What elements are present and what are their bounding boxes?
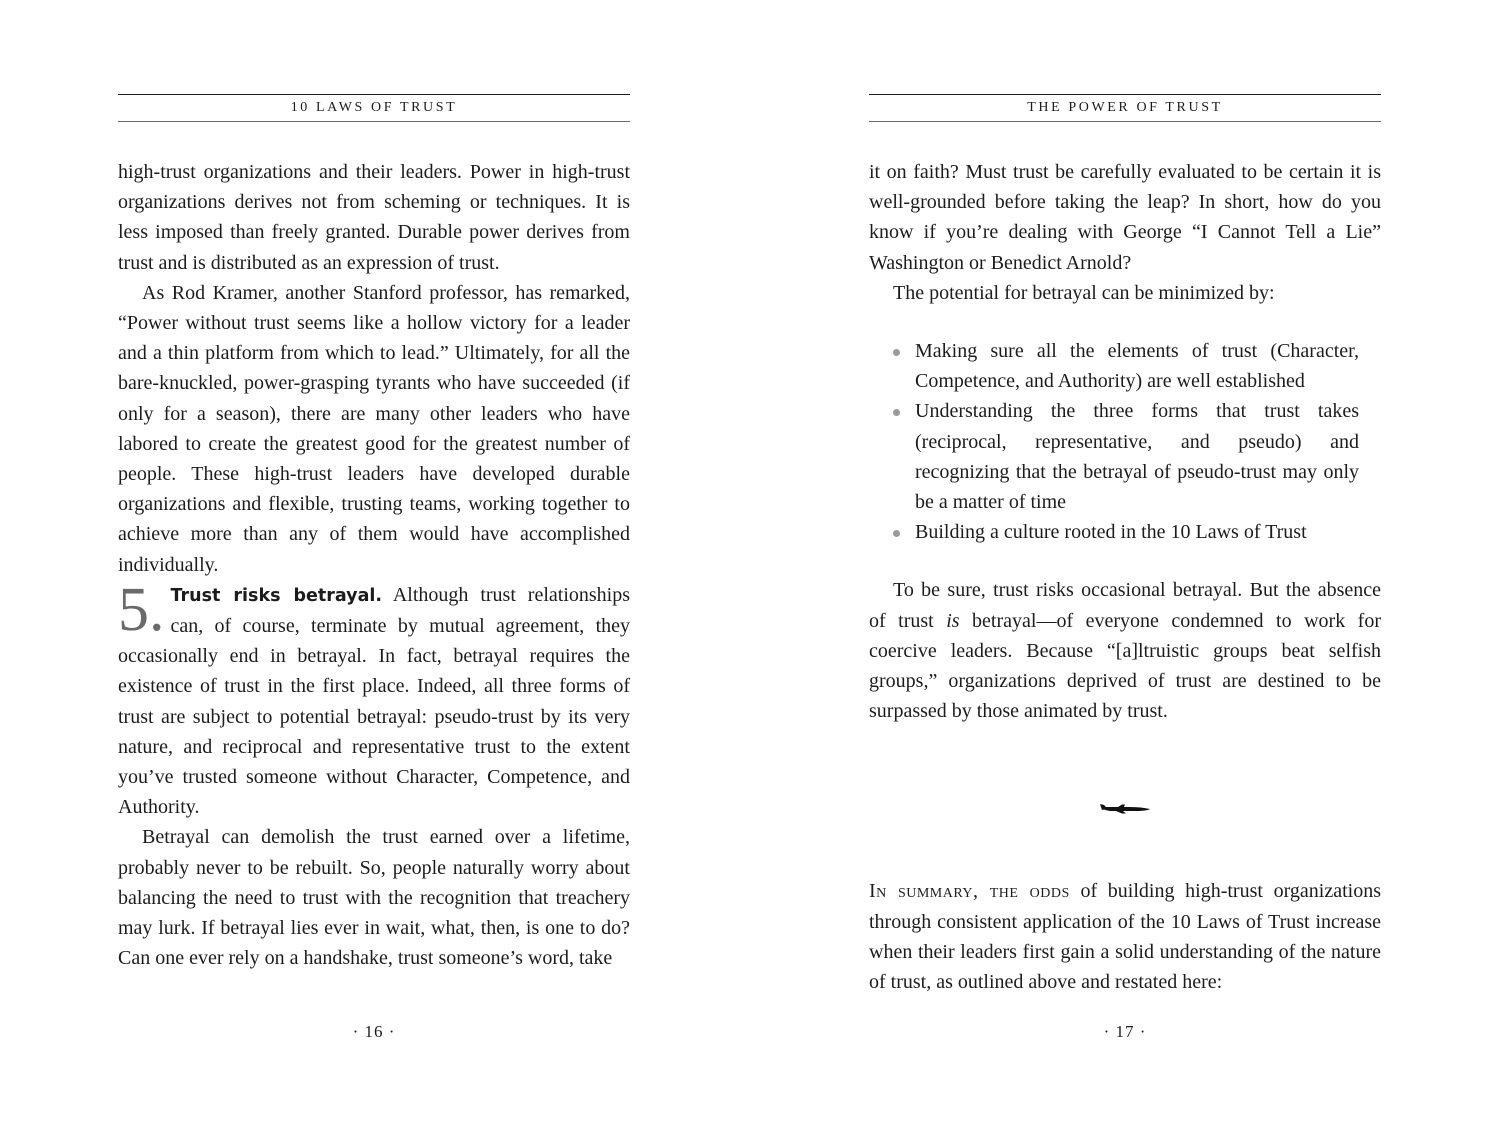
airplane-icon xyxy=(1098,798,1152,814)
running-head-right: THE POWER OF TRUST xyxy=(869,94,1381,122)
list-item-text: Understanding the three forms that trust takes (reciprocal, representative, and pseudo) and recognizing that the betrayal of pseudo-trust may only be a matter of time xyxy=(915,400,1359,514)
paragraph: high-trust organizations and their leaders. Power in high-trust organizations derives not from scheming or techniques. It is less imposed than freely granted. Durable power derives from trust and is distributed as an expression of trust. xyxy=(118,161,630,274)
law-5-paragraph xyxy=(118,575,630,823)
list-item xyxy=(893,396,1359,517)
running-head-left: 10 LAWS OF TRUST xyxy=(118,94,630,122)
summary-lead: In summary, the odds xyxy=(869,880,1070,903)
law-title: Trust risks betrayal. xyxy=(170,585,383,606)
left-page xyxy=(118,0,630,1125)
list-item-text: Building a culture rooted in the 10 Laws of Trust xyxy=(915,521,1307,544)
summary-text: of building high-trust organizations through consistent application of the 10 Laws of Trust increase when their leaders first gain a solid understanding of the nature of trust, as outlined above and restated here: xyxy=(869,880,1381,994)
page-number-right: · 17 · xyxy=(1103,1022,1147,1041)
paragraph xyxy=(869,575,1381,726)
page-number-left: · 16 · xyxy=(352,1022,396,1041)
list-item xyxy=(893,517,1359,547)
paragraph: it on faith? Must trust be carefully evaluated to be certain it is well-grounded before taking the leap? In short, how do you know if you’re dealing with George “I Cannot Tell a Lie” Washington or Benedict Arnold? xyxy=(869,161,1381,274)
law-number: 5. xyxy=(118,575,165,644)
bullet-icon xyxy=(893,349,900,356)
paragraph: As Rod Kramer, another Stanford professor, has remarked, “Power without trust seems like a hollow victory for a leader and a thin platform from which to lead.” Ultimately, for all the bare-knuckled, power-grasping tyrants who have succeeded (if only for a season), there are many other leaders who have labored to create the greatest good for the greatest number of people. These high-trust leaders have developed durable organizations and flexible, trusting teams, working together to achieve more than any of them would have accomplished individually. xyxy=(118,281,630,576)
right-page-body xyxy=(869,157,1381,997)
paragraph: The potential for betrayal can be minimized by: xyxy=(893,281,1275,304)
law-text: Although trust relationships can, of course, terminate by mutual agreement, they occasionally end in betrayal. In fact, betrayal requires the existence of trust in the first place. Indeed, all three forms of trust are subject to potential betrayal: pseudo-trust by its very nature, and reciprocal and representative trust to the extent you’ve trusted someone without Character, Competence, and Authority. xyxy=(118,583,630,819)
bullet-icon xyxy=(893,409,900,416)
right-page xyxy=(869,0,1381,1125)
left-page-body xyxy=(118,157,630,973)
emphasis-text: is xyxy=(946,609,960,632)
section-ornament xyxy=(869,736,1381,876)
bullet-list xyxy=(869,336,1381,547)
list-item-text: Making sure all the elements of trust (Character, Competence, and Authority) are well established xyxy=(915,340,1359,393)
summary-paragraph xyxy=(869,876,1381,997)
bullet-icon xyxy=(893,530,900,537)
paragraph-text: To be sure, trust risks occasional betrayal. But the absence of trust xyxy=(869,579,1381,632)
paragraph-text: betrayal—of everyone condemned to work for coercive leaders. Because “[a]ltruistic groups beat selfish groups,” organizations deprived of trust are destined to be surpassed by those animated by trust. xyxy=(869,609,1381,723)
list-item xyxy=(893,336,1359,396)
paragraph: Betrayal can demolish the trust earned over a lifetime, probably never to be rebuilt. So, people naturally worry about balancing the need to trust with the recognition that treachery may lurk. If betrayal lies ever in wait, what, then, is one to do? Can one ever rely on a handshake, trust someone’s word, take xyxy=(118,826,630,970)
